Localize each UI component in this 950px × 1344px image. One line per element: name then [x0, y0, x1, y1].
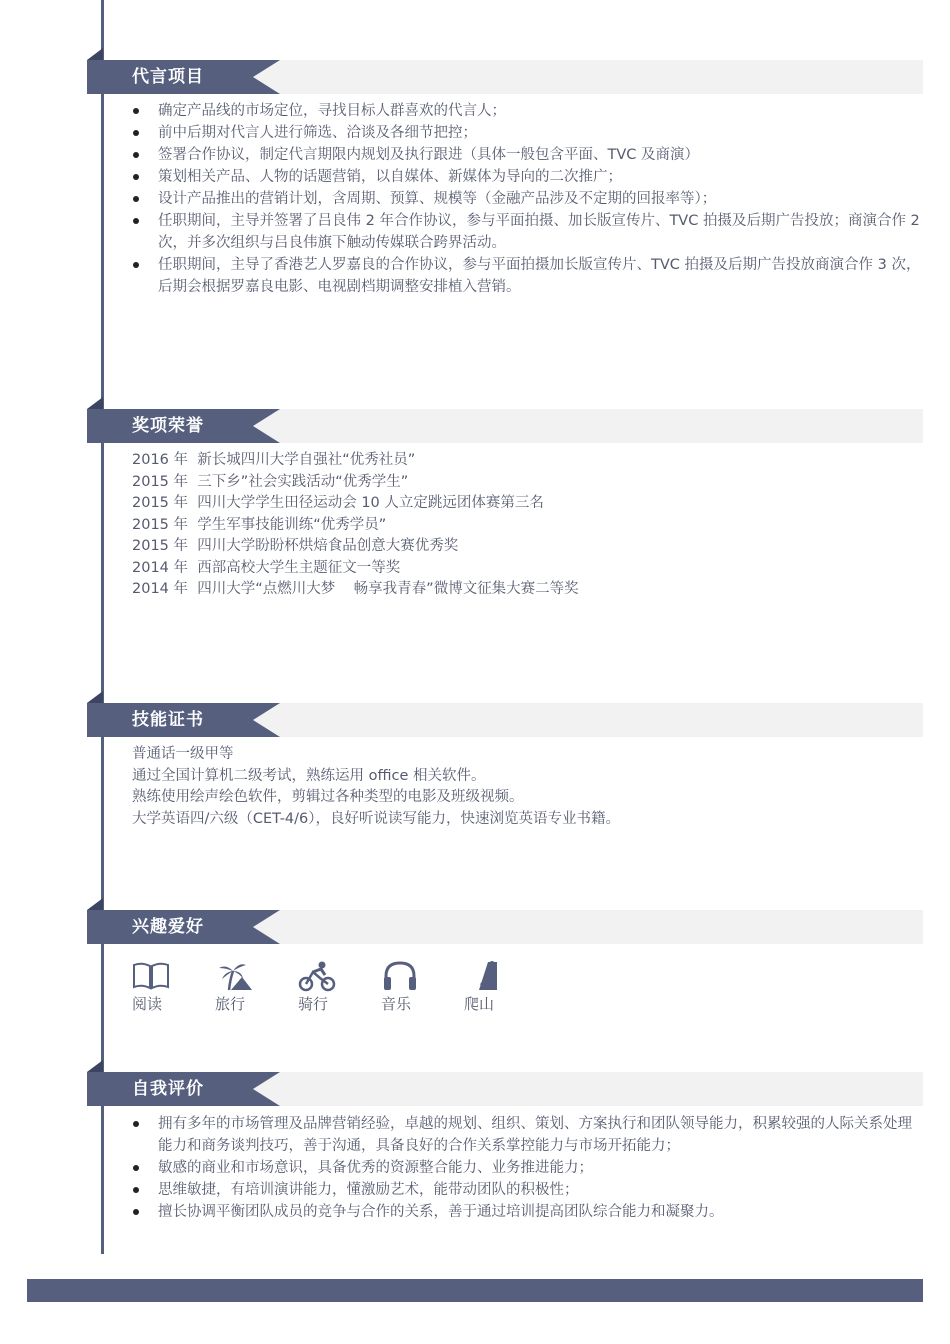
bullet-icon: [133, 1187, 139, 1193]
bullet-icon: [133, 130, 139, 136]
section-awards: [87, 409, 923, 601]
list-item: 2015 年 四川大学盼盼杯烘焙食品创意大赛优秀奖: [132, 538, 459, 554]
list-item: 擅长协调平衡团队成员的竞争与合作的关系，善于通过培训提高团队综合能力和凝聚力。: [87, 1201, 923, 1223]
bullet-icon: [133, 1209, 139, 1215]
bullet-icon: [133, 262, 139, 268]
hobby-travel: [215, 960, 275, 1016]
endorsement-list: [87, 100, 923, 298]
list-item: 2015 年 学生军事技能训练“优秀学员”: [132, 516, 387, 533]
section-title: 奖项荣誉: [132, 416, 204, 436]
section-endorsement: [87, 60, 923, 298]
list-item: 任职期间，主导并签署了吕良伟 2 年合作协议，参与平面拍摄、加长版宣传片、TVC 拍摄及后期广告投放；商演合作 2 次，并多次组织与吕良伟旗下触动传媒联合跨界活动。: [87, 210, 923, 254]
header-flag: [87, 1060, 103, 1072]
list-item: 2014 年 四川大学“点燃川大梦 畅享我青春”微博文征集大赛二等奖: [132, 581, 579, 597]
bullet-icon: [133, 108, 139, 114]
list-item: 确定产品线的市场定位，寻找目标人群喜欢的代言人；: [87, 100, 923, 122]
list-item: 敏感的商业和市场意识，具备优秀的资源整合能力、业务推进能力；: [87, 1157, 923, 1179]
hobby-label: 爬山: [464, 995, 495, 1013]
bullet-icon: [133, 1121, 139, 1127]
section-title: 自我评价: [132, 1079, 204, 1099]
list-item: 通过全国计算机二级考试，熟练运用 office 相关软件。: [132, 767, 486, 784]
bicycle-icon: [298, 960, 336, 992]
section-skills: [87, 703, 923, 830]
hobby-list: [87, 944, 923, 1014]
list-item: 策划相关产品、人物的话题营销，以自媒体、新媒体为导向的二次推广；: [87, 166, 923, 188]
hobby-cycling: [298, 960, 358, 1016]
list-item: 签署合作协议，制定代言期限内规划及执行跟进（具体一般包含平面、TVC 及商演）: [87, 144, 923, 166]
bullet-icon: [133, 174, 139, 180]
section-header: [87, 409, 923, 443]
hobby-label: 阅读: [132, 995, 163, 1013]
skills-list: [87, 744, 923, 830]
hobby-label: 骑行: [298, 995, 329, 1013]
self-evaluation-list: [87, 1113, 923, 1223]
list-item: 熟练使用绘声绘色软件，剪辑过各种类型的电影及班级视频。: [132, 789, 524, 805]
section-hobbies: [87, 910, 923, 1014]
awards-list: [87, 450, 923, 601]
palm-tree-icon: [215, 960, 253, 992]
hobby-label: 音乐: [381, 995, 412, 1013]
list-item: 思维敏捷，有培训演讲能力，懂激励艺术，能带动团队的积极性；: [87, 1179, 923, 1201]
list-item: 大学英语四/六级（CET-4/6），良好听说读写能力，快速浏览英语专业书籍。: [132, 810, 621, 827]
headphones-icon: [381, 960, 419, 992]
list-item: 任职期间，主导了香港艺人罗嘉良的合作协议，参与平面拍摄加长版宣传片、TVC 拍摄及后期广告投放商演合作 3 次，后期会根据罗嘉良电影、电视剧档期调整安排植入营销。: [87, 254, 923, 298]
hobby-reading: [132, 960, 192, 1016]
list-item: 拥有多年的市场管理及品牌营销经验，卓越的规划、组织、策划、方案执行和团队领导能力，积累较强的人际关系处理能力和商务谈判技巧，善于沟通，具备良好的合作关系掌控能力与市场开拓能力；: [87, 1113, 923, 1157]
bullet-icon: [133, 1165, 139, 1171]
list-item: 2016 年 新长城四川大学自强社“优秀社员”: [132, 452, 416, 468]
climbing-icon: [464, 960, 502, 992]
bullet-icon: [133, 152, 139, 158]
hobby-music: [381, 960, 441, 1016]
section-title: 兴趣爱好: [132, 917, 204, 937]
section-header: [87, 703, 923, 737]
list-item: 设计产品推出的营销计划，含周期、预算、规模等（金融产品涉及不定期的回报率等）；: [87, 188, 923, 210]
section-header: [87, 910, 923, 944]
list-item: 2015 年 四川大学学生田径运动会 10 人立定跳远团体赛第三名: [132, 495, 544, 511]
list-item: 2015 年 三下乡”社会实践活动“优秀学生”: [132, 473, 409, 490]
footer-bar: [27, 1279, 923, 1302]
book-icon: [132, 960, 170, 992]
section-title: 代言项目: [132, 67, 204, 87]
section-header: [87, 1072, 923, 1106]
bullet-icon: [133, 218, 139, 224]
hobby-climbing: [464, 960, 524, 1016]
list-item: 2014 年 西部高校大学生主题征文一等奖: [132, 559, 401, 576]
bullet-icon: [133, 196, 139, 202]
section-self-evaluation: [87, 1072, 923, 1223]
section-header: [87, 60, 923, 94]
list-item: 前中后期对代言人进行筛选、洽谈及各细节把控；: [87, 122, 923, 144]
hobby-label: 旅行: [215, 995, 246, 1013]
section-title: 技能证书: [132, 710, 204, 730]
list-item: 普通话一级甲等: [132, 746, 234, 762]
